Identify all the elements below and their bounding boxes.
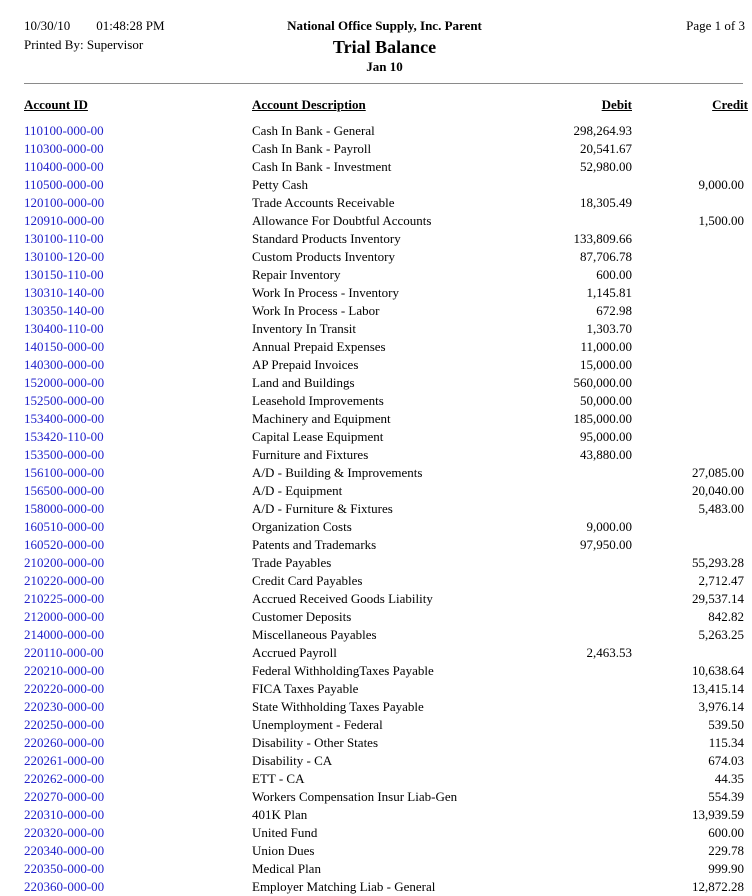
account-id-link[interactable]: 130400-110-00 [24, 321, 104, 336]
debit-amount [502, 176, 632, 194]
debit-amount [502, 824, 632, 842]
account-id-link[interactable]: 220310-000-00 [24, 807, 105, 822]
table-header-row [24, 84, 748, 122]
debit-amount: 1,145.81 [586, 285, 632, 300]
account-id-link[interactable]: 220261-000-00 [24, 753, 105, 768]
table-row [24, 680, 748, 698]
debit-amount: 560,000.00 [573, 375, 632, 390]
account-id-link[interactable]: 220360-000-00 [24, 879, 105, 894]
credit-amount: 27,085.00 [692, 465, 744, 480]
debit-amount: 97,950.00 [580, 537, 632, 552]
table-row [24, 590, 748, 608]
debit-amount: 20,541.67 [580, 141, 632, 156]
account-description: Land and Buildings [252, 375, 355, 390]
account-id-link[interactable]: 220320-000-00 [24, 825, 105, 840]
account-description: Trade Accounts Receivable [252, 195, 395, 210]
table-row [24, 374, 748, 392]
account-id-link[interactable]: 156500-000-00 [24, 483, 105, 498]
credit-amount [632, 266, 748, 284]
account-description: Cash In Bank - Investment [252, 159, 392, 174]
debit-amount: 52,980.00 [580, 159, 632, 174]
debit-amount [502, 860, 632, 878]
table-row [24, 284, 748, 302]
table-row [24, 176, 748, 194]
credit-amount: 229.78 [708, 843, 744, 858]
credit-amount [632, 230, 748, 248]
report-title: Trial Balance [332, 37, 437, 57]
print-datetime [24, 16, 287, 35]
debit-amount: 9,000.00 [586, 519, 632, 534]
col-header-account-description: Account Description [252, 97, 366, 112]
table-row [24, 842, 748, 860]
debit-amount [502, 770, 632, 788]
report-header [0, 0, 752, 75]
credit-amount [632, 410, 748, 428]
credit-amount: 2,712.47 [698, 573, 744, 588]
account-id-link[interactable]: 110400-000-00 [24, 159, 104, 174]
credit-amount: 3,976.14 [698, 699, 744, 714]
debit-amount [502, 806, 632, 824]
debit-amount: 298,264.93 [573, 123, 632, 138]
account-description: Federal WithholdingTaxes Payable [252, 663, 434, 678]
debit-amount [502, 698, 632, 716]
account-id-link[interactable]: 210200-000-00 [24, 555, 105, 570]
account-description: A/D - Building & Improvements [252, 465, 423, 480]
account-id-link[interactable]: 220210-000-00 [24, 663, 105, 678]
table-row [24, 140, 748, 158]
table-row [24, 626, 748, 644]
credit-amount: 842.82 [708, 609, 744, 624]
debit-amount: 95,000.00 [580, 429, 632, 444]
credit-amount [632, 140, 748, 158]
credit-amount: 600.00 [708, 825, 744, 840]
print-time: 01:48:28 PM [96, 18, 165, 33]
account-description: United Fund [252, 825, 318, 840]
credit-amount: 13,939.59 [692, 807, 744, 822]
table-row [24, 734, 748, 752]
debit-amount [502, 464, 632, 482]
credit-amount: 9,000.00 [698, 177, 744, 192]
table-row [24, 770, 748, 788]
debit-amount [502, 734, 632, 752]
account-description: Custom Products Inventory [252, 249, 395, 264]
account-id-link[interactable]: 120910-000-00 [24, 213, 105, 228]
table-row [24, 824, 748, 842]
credit-amount [632, 392, 748, 410]
credit-amount: 999.90 [708, 861, 744, 876]
credit-amount [632, 518, 748, 536]
credit-amount [632, 158, 748, 176]
account-id-link[interactable]: 153420-110-00 [24, 429, 104, 444]
account-description: Accrued Payroll [252, 645, 337, 660]
account-id-link[interactable]: 140300-000-00 [24, 357, 105, 372]
debit-amount: 87,706.78 [580, 249, 632, 264]
account-id-link[interactable]: 130100-120-00 [24, 249, 105, 264]
credit-amount [632, 194, 748, 212]
table-row [24, 158, 748, 176]
account-id-link[interactable]: 220270-000-00 [24, 789, 105, 804]
table-row [24, 806, 748, 824]
account-id-link[interactable]: 152500-000-00 [24, 393, 105, 408]
account-description: Furniture and Fixtures [252, 447, 369, 462]
credit-amount: 10,638.64 [692, 663, 744, 678]
account-description: 401K Plan [252, 807, 308, 822]
debit-amount [502, 500, 632, 518]
account-description: Union Dues [252, 843, 315, 858]
account-id-link[interactable]: 140150-000-00 [24, 339, 105, 354]
header-left-block [24, 16, 287, 54]
account-description: Trade Payables [252, 555, 332, 570]
account-description: Inventory In Transit [252, 321, 356, 336]
debit-amount [502, 842, 632, 860]
table-row [24, 464, 748, 482]
debit-amount [502, 878, 632, 896]
credit-amount [632, 284, 748, 302]
print-date: 10/30/10 [24, 18, 71, 33]
credit-amount: 20,040.00 [692, 483, 744, 498]
debit-amount: 11,000.00 [580, 339, 632, 354]
account-description: Unemployment - Federal [252, 717, 383, 732]
debit-amount [502, 554, 632, 572]
credit-amount: 674.03 [708, 753, 744, 768]
account-id-link[interactable]: 110300-000-00 [24, 141, 104, 156]
account-id-link[interactable]: 220250-000-00 [24, 717, 105, 732]
debit-amount [502, 626, 632, 644]
account-id-link[interactable]: 110100-000-00 [24, 123, 104, 138]
account-description: Machinery and Equipment [252, 411, 391, 426]
account-description: Work In Process - Inventory [252, 285, 399, 300]
credit-amount [632, 248, 748, 266]
debit-amount [502, 608, 632, 626]
account-description: Standard Products Inventory [252, 231, 401, 246]
account-description: Allowance For Doubtful Accounts [252, 213, 432, 228]
table-row [24, 410, 748, 428]
table-row [24, 788, 748, 806]
account-description: Cash In Bank - General [252, 123, 375, 138]
debit-amount: 43,880.00 [580, 447, 632, 462]
account-id-link[interactable]: 220110-000-00 [24, 645, 104, 660]
table-body [24, 122, 748, 896]
account-description: ETT - CA [252, 771, 305, 786]
credit-amount [632, 536, 748, 554]
debit-amount [502, 590, 632, 608]
table-row [24, 212, 748, 230]
credit-amount [632, 644, 748, 662]
table-row [24, 860, 748, 878]
trial-balance-table [24, 84, 748, 896]
debit-amount [502, 716, 632, 734]
account-description: Leasehold Improvements [252, 393, 384, 408]
account-id-link[interactable]: 220230-000-00 [24, 699, 105, 714]
debit-amount: 50,000.00 [580, 393, 632, 408]
header-center-block [287, 16, 482, 75]
table-row [24, 392, 748, 410]
account-description: Annual Prepaid Expenses [252, 339, 386, 354]
account-description: Organization Costs [252, 519, 352, 534]
account-id-link[interactable]: 110500-000-00 [24, 177, 104, 192]
account-id-link[interactable]: 220262-000-00 [24, 771, 105, 786]
account-description: Petty Cash [252, 177, 308, 192]
account-id-link[interactable]: 130100-110-00 [24, 231, 104, 246]
table-row [24, 302, 748, 320]
table-row [24, 536, 748, 554]
debit-amount [502, 680, 632, 698]
account-description: Repair Inventory [252, 267, 341, 282]
credit-amount: 29,537.14 [692, 591, 744, 606]
credit-amount: 55,293.28 [692, 555, 744, 570]
account-description: Medical Plan [252, 861, 321, 876]
account-description: Disability - CA [252, 753, 333, 768]
account-id-link[interactable]: 130150-110-00 [24, 267, 104, 282]
account-id-link[interactable]: 153500-000-00 [24, 447, 105, 462]
account-id-link[interactable]: 130350-140-00 [24, 303, 105, 318]
credit-amount [632, 374, 748, 392]
account-id-link[interactable]: 220220-000-00 [24, 681, 105, 696]
debit-amount [502, 788, 632, 806]
header-right-block [482, 16, 745, 35]
account-description: Capital Lease Equipment [252, 429, 384, 444]
table-row [24, 266, 748, 284]
debit-amount: 2,463.53 [586, 645, 632, 660]
debit-amount: 18,305.49 [580, 195, 632, 210]
account-description: A/D - Equipment [252, 483, 343, 498]
table-row [24, 194, 748, 212]
table-row [24, 518, 748, 536]
credit-amount [632, 428, 748, 446]
printed-by-label: Printed By: [24, 37, 84, 52]
debit-amount: 1,303.70 [586, 321, 632, 336]
table-row [24, 698, 748, 716]
credit-amount [632, 338, 748, 356]
account-description: Credit Card Payables [252, 573, 363, 588]
account-id-link[interactable]: 160510-000-00 [24, 519, 105, 534]
debit-amount [502, 752, 632, 770]
table-row [24, 716, 748, 734]
account-id-link[interactable]: 120100-000-00 [24, 195, 105, 210]
account-description: Workers Compensation Insur Liab-Gen [252, 789, 458, 804]
debit-amount: 600.00 [596, 267, 632, 282]
debit-amount: 15,000.00 [580, 357, 632, 372]
account-id-link[interactable]: 153400-000-00 [24, 411, 105, 426]
table-row [24, 338, 748, 356]
credit-amount [632, 122, 748, 140]
col-header-account-id: Account ID [24, 97, 88, 112]
debit-amount: 672.98 [596, 303, 632, 318]
table-row [24, 878, 748, 896]
account-id-link[interactable]: 160520-000-00 [24, 537, 105, 552]
debit-amount: 133,809.66 [573, 231, 632, 246]
credit-amount [632, 320, 748, 338]
credit-amount [632, 356, 748, 374]
table-row [24, 644, 748, 662]
debit-amount: 185,000.00 [573, 411, 632, 426]
account-description: Disability - Other States [252, 735, 379, 750]
account-description: Miscellaneous Payables [252, 627, 377, 642]
company-name: National Office Supply, Inc. Parent [287, 18, 482, 33]
account-description: Work In Process - Labor [252, 303, 380, 318]
col-header-credit: Credit [712, 97, 748, 112]
table-row [24, 752, 748, 770]
table-row [24, 356, 748, 374]
table-row [24, 662, 748, 680]
page-number: Page 1 of 3 [686, 18, 745, 33]
account-description: A/D - Furniture & Fixtures [252, 501, 393, 516]
account-id-link[interactable]: 220260-000-00 [24, 735, 105, 750]
credit-amount: 12,872.28 [692, 879, 744, 894]
table-row [24, 230, 748, 248]
credit-amount: 539.50 [708, 717, 744, 732]
account-description: Accrued Received Goods Liability [252, 591, 433, 606]
credit-amount [632, 302, 748, 320]
account-description: Employer Matching Liab - General [252, 879, 436, 894]
col-header-debit: Debit [601, 97, 632, 112]
credit-amount: 554.39 [708, 789, 744, 804]
table-row [24, 320, 748, 338]
table-row [24, 572, 748, 590]
printed-by [24, 35, 287, 54]
account-id-link[interactable]: 210225-000-00 [24, 591, 105, 606]
account-description: Customer Deposits [252, 609, 352, 624]
credit-amount: 115.34 [708, 735, 744, 750]
account-description: FICA Taxes Payable [252, 681, 359, 696]
credit-amount: 13,415.14 [692, 681, 744, 696]
credit-amount: 1,500.00 [698, 213, 744, 228]
account-description: Cash In Bank - Payroll [252, 141, 372, 156]
debit-amount [502, 482, 632, 500]
account-id-link[interactable]: 130310-140-00 [24, 285, 105, 300]
credit-amount: 44.35 [714, 771, 744, 786]
report-period: Jan 10 [366, 59, 403, 74]
table-row [24, 554, 748, 572]
account-description: Patents and Trademarks [252, 537, 377, 552]
table-row [24, 446, 748, 464]
credit-amount: 5,263.25 [698, 627, 744, 642]
account-description: AP Prepaid Invoices [252, 357, 359, 372]
account-id-link[interactable]: 158000-000-00 [24, 501, 105, 516]
debit-amount [502, 572, 632, 590]
account-id-link[interactable]: 214000-000-00 [24, 627, 105, 642]
credit-amount: 5,483.00 [698, 501, 744, 516]
credit-amount [632, 446, 748, 464]
account-id-link[interactable]: 220350-000-00 [24, 861, 105, 876]
account-id-link[interactable]: 212000-000-00 [24, 609, 105, 624]
account-id-link[interactable]: 152000-000-00 [24, 375, 105, 390]
table-row [24, 500, 748, 518]
table-row [24, 608, 748, 626]
table-row [24, 428, 748, 446]
debit-amount [502, 662, 632, 680]
printed-by-user: Supervisor [86, 37, 144, 52]
account-id-link[interactable]: 156100-000-00 [24, 465, 105, 480]
table-row [24, 248, 748, 266]
account-id-link[interactable]: 220340-000-00 [24, 843, 105, 858]
table-row [24, 482, 748, 500]
account-description: State Withholding Taxes Payable [252, 699, 424, 714]
table-row [24, 122, 748, 140]
debit-amount [502, 212, 632, 230]
account-id-link[interactable]: 210220-000-00 [24, 573, 105, 588]
